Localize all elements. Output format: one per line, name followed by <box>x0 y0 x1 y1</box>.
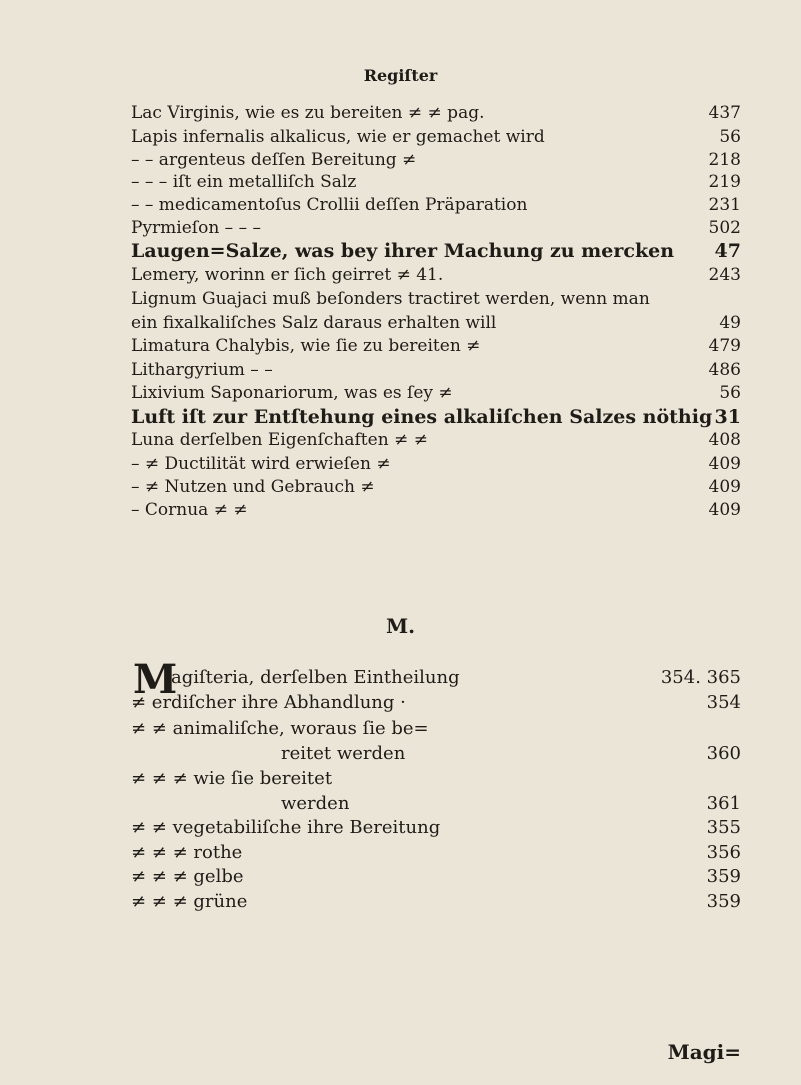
register-entry <box>131 475 741 499</box>
register-entry <box>131 170 741 194</box>
catchword: Magi= <box>667 1040 741 1064</box>
entry-text: ≠ ≠ ≠ wie ſie bereitet <box>131 768 333 789</box>
register-entry <box>131 125 741 149</box>
entry-text: Lemery, worinn er ſich geirret ≠ 41. <box>131 265 444 285</box>
entry-text: Luna derſelben Eigenſchaften ≠ ≠ <box>131 430 428 450</box>
entry-page: 31 <box>714 406 741 428</box>
register-entry <box>131 193 741 217</box>
entry-page: 56 <box>719 127 741 147</box>
entry-page: 243 <box>708 265 741 285</box>
entry-text: ≠ ≠ ≠ grüne <box>131 891 248 912</box>
entry-page: 361 <box>706 793 741 814</box>
entry-text: Limatura Chalybis, wie ſie zu bereiten ≠ <box>131 336 481 356</box>
entry-text: ≠ erdiſcher ihre Abhandlung · <box>131 692 406 713</box>
entry-page: 231 <box>708 195 741 215</box>
register-entry <box>131 405 741 429</box>
entry-page: 356 <box>706 842 741 863</box>
page-header: Regiſter <box>363 66 438 85</box>
entry-text: werden <box>281 793 350 814</box>
entry-page: 218 <box>708 150 741 170</box>
register-entry <box>131 239 741 263</box>
register-entry <box>131 840 741 866</box>
entry-page: 409 <box>708 477 741 497</box>
entry-text: ≠ ≠ vegetabiliſche ihre Bereitung <box>131 817 441 838</box>
entry-text: – ≠ Ductilität wird erwieſen ≠ <box>131 454 391 474</box>
register-entry <box>131 665 741 691</box>
register-entry <box>131 791 741 817</box>
entry-page: 359 <box>706 891 741 912</box>
entry-text: ≠ ≠ ≠ rothe <box>131 842 243 863</box>
register-entry <box>131 864 741 890</box>
entry-text: – Cornua ≠ ≠ <box>131 500 248 520</box>
register-entry <box>131 498 741 522</box>
entry-text: Lithargyrium – – <box>131 360 273 380</box>
entry-text: – ≠ Nutzen und Gebrauch ≠ <box>131 477 375 497</box>
entry-page: 360 <box>706 743 741 764</box>
entry-text: reitet werden <box>281 743 406 764</box>
entry-page: 219 <box>708 172 741 192</box>
entry-page: 437 <box>708 103 741 123</box>
entry-page: 408 <box>708 430 741 450</box>
register-entry <box>131 311 741 335</box>
entry-page: 409 <box>708 454 741 474</box>
section-letter: M. <box>385 614 416 638</box>
entry-text: Lignum Guajaci muß beſonders tractiret werden, wenn man <box>131 289 650 309</box>
entry-text: – – – iſt ein metalliſch Salz <box>131 172 357 192</box>
register-entry <box>131 334 741 358</box>
register-entry <box>131 428 741 452</box>
register-entry <box>131 101 741 125</box>
register-entry <box>131 690 741 716</box>
entry-text: – – medicamentoſus Crollii deſſen Präparation <box>131 195 528 215</box>
entry-text: agiſteria, derſelben Eintheilung <box>171 667 460 688</box>
entry-text: Luft iſt zur Entſtehung eines alkaliſchen Salzes nöthig <box>131 406 713 428</box>
entry-page: 354 <box>706 692 741 713</box>
register-entry <box>131 766 741 792</box>
entry-text: – – argenteus deſſen Bereitung ≠ <box>131 150 417 170</box>
register-entry <box>131 452 741 476</box>
entry-page: 49 <box>719 313 741 333</box>
entry-page: 354. 365 <box>660 667 741 688</box>
register-entry <box>131 263 741 287</box>
register-entry <box>131 216 741 240</box>
entry-text: ein fixalkaliſches Salz daraus erhalten will <box>131 313 497 333</box>
entry-text: Lapis infernalis alkalicus, wie er gemachet wird <box>131 127 545 147</box>
register-entry <box>131 381 741 405</box>
entry-page: 502 <box>708 218 741 238</box>
entry-text: Lixivium Saponariorum, was es ſey ≠ <box>131 383 453 403</box>
entry-page: 56 <box>719 383 741 403</box>
entry-text: Pyrmieſon – – – <box>131 218 261 238</box>
register-entry <box>131 148 741 172</box>
register-entry <box>131 741 741 767</box>
entry-text: ≠ ≠ ≠ gelbe <box>131 866 244 887</box>
entry-page: 409 <box>708 500 741 520</box>
register-entry <box>131 358 741 382</box>
entry-page: 355 <box>706 817 741 838</box>
entry-text: Lac Virginis, wie es zu bereiten ≠ ≠ pag. <box>131 103 485 123</box>
entry-page: 359 <box>706 866 741 887</box>
register-entry <box>131 815 741 841</box>
entry-page: 486 <box>708 360 741 380</box>
initial-letter: M <box>133 656 178 703</box>
register-entry <box>131 716 741 742</box>
entry-page: 479 <box>708 336 741 356</box>
register-entry <box>131 287 741 311</box>
register-entry <box>131 889 741 915</box>
entry-page: 47 <box>714 240 741 262</box>
entry-text: ≠ ≠ animaliſche, woraus ſie be= <box>131 718 429 739</box>
entry-text: Laugen=Salze, was bey ihrer Machung zu mercken <box>131 240 675 262</box>
